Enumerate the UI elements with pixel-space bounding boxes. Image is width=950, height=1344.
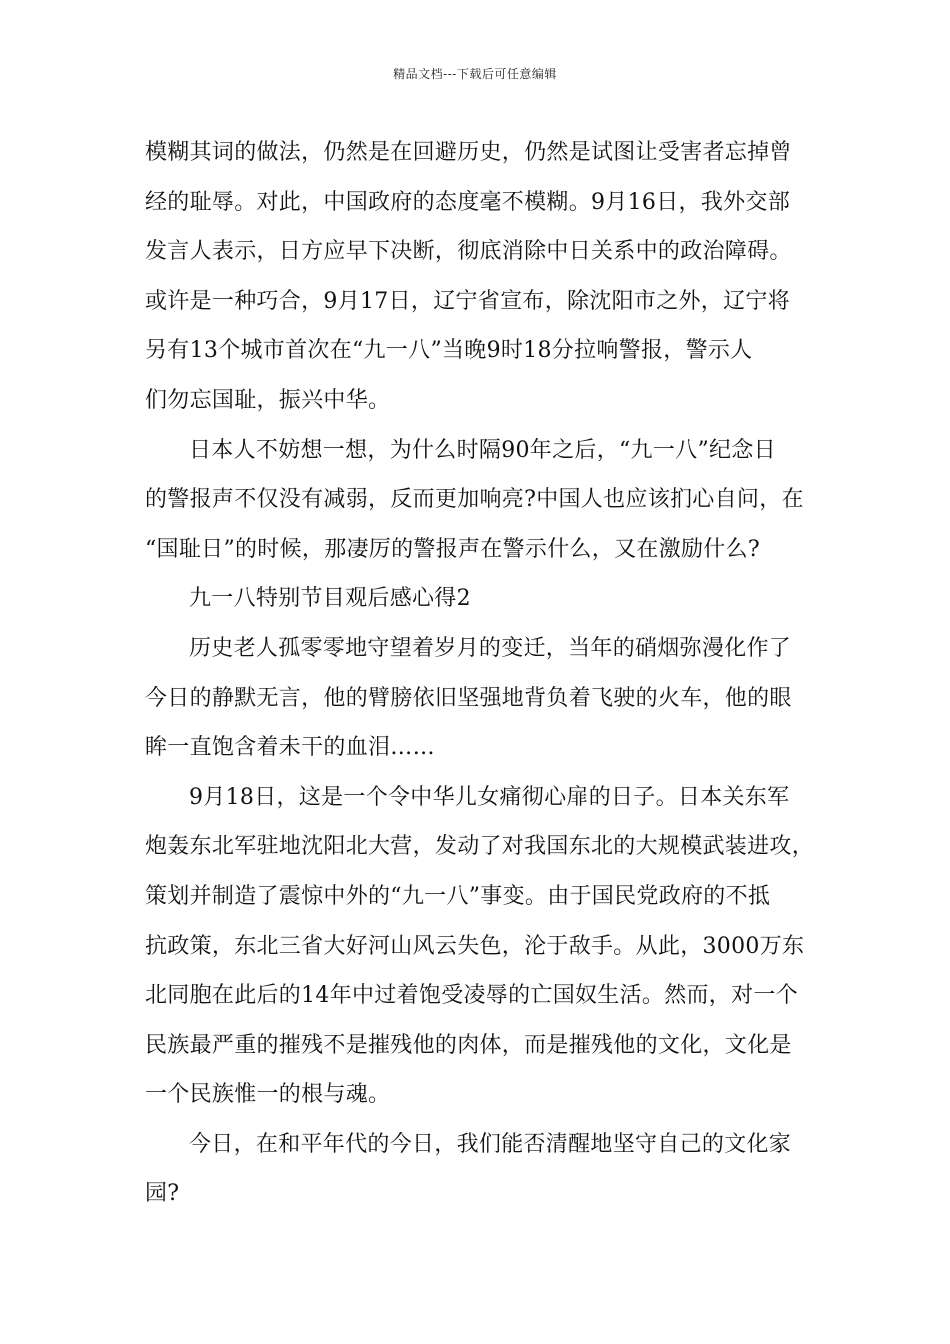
paragraph-first-line: 日本人不妨想一想，为什么时隔90年之后，“九一八”纪念日 — [189, 437, 776, 463]
text-line: 另有13个城市首次在“九一八”当晚9时18分拉响警报，警示人 — [145, 338, 753, 364]
text-line: 抗政策，东北三省大好河山风云失色，沦于敌手。从此，3000万东 — [145, 933, 805, 959]
document-body — [145, 128, 815, 1219]
text-line: 策划并制造了震惊中外的“九一八”事变。由于国民党政府的不抵 — [145, 883, 771, 909]
paragraph-first-line: 9月18日，这是一个令中华儿女痛彻心扉的日子。日本关东军 — [189, 784, 790, 810]
text-line: 的警报声不仅没有减弱，反而更加响亮?中国人也应该扪心自问，在 — [145, 487, 804, 513]
section-heading: 九一八特别节目观后感心得2 — [189, 586, 471, 612]
text-line: 或许是一种巧合，9月17日，辽宁省宣布，除沈阳市之外，辽宁将 — [145, 288, 790, 314]
text-line: 们勿忘国耻，振兴中华。 — [145, 387, 391, 413]
text-line: 发言人表示，日方应早下决断，彻底消除中日关系中的政治障碍。 — [145, 239, 792, 265]
text-line: 民族最严重的摧残不是摧残他的肉体，而是摧残他的文化，文化是 — [145, 1032, 792, 1058]
text-line: 经的耻辱。对此，中国政府的态度毫不模糊。9月16日，我外交部 — [145, 189, 790, 215]
text-line: 模糊其词的做法，仍然是在回避历史，仍然是试图让受害者忘掉曾 — [145, 140, 792, 165]
page-header: 精品文档---下载后可任意编辑 — [393, 67, 557, 81]
paragraph-first-line: 历史老人孤零零地守望着岁月的变迁，当年的硝烟弥漫化作了 — [189, 635, 792, 661]
paragraph-first-line: 今日，在和平年代的今日，我们能否清醒地坚守自己的文化家 — [189, 1131, 792, 1157]
text-line: 一个民族惟一的根与魂。 — [145, 1082, 391, 1108]
text-line: 炮轰东北军驻地沈阳北大营，发动了对我国东北的大规模武装进攻， — [145, 834, 815, 860]
text-line: 眸一直饱含着未干的血泪…… — [145, 735, 435, 761]
text-line: 北同胞在此后的14年中过着饱受凌辱的亡国奴生活。然而，对一个 — [145, 983, 798, 1009]
text-line: 今日的静默无言，他的臂膀依旧坚强地背负着飞驶的火车，他的眼 — [145, 685, 792, 711]
text-line: “国耻日”的时候，那凄厉的警报声在警示什么，又在激励什么? — [145, 536, 760, 562]
text-line: 园? — [145, 1181, 180, 1207]
